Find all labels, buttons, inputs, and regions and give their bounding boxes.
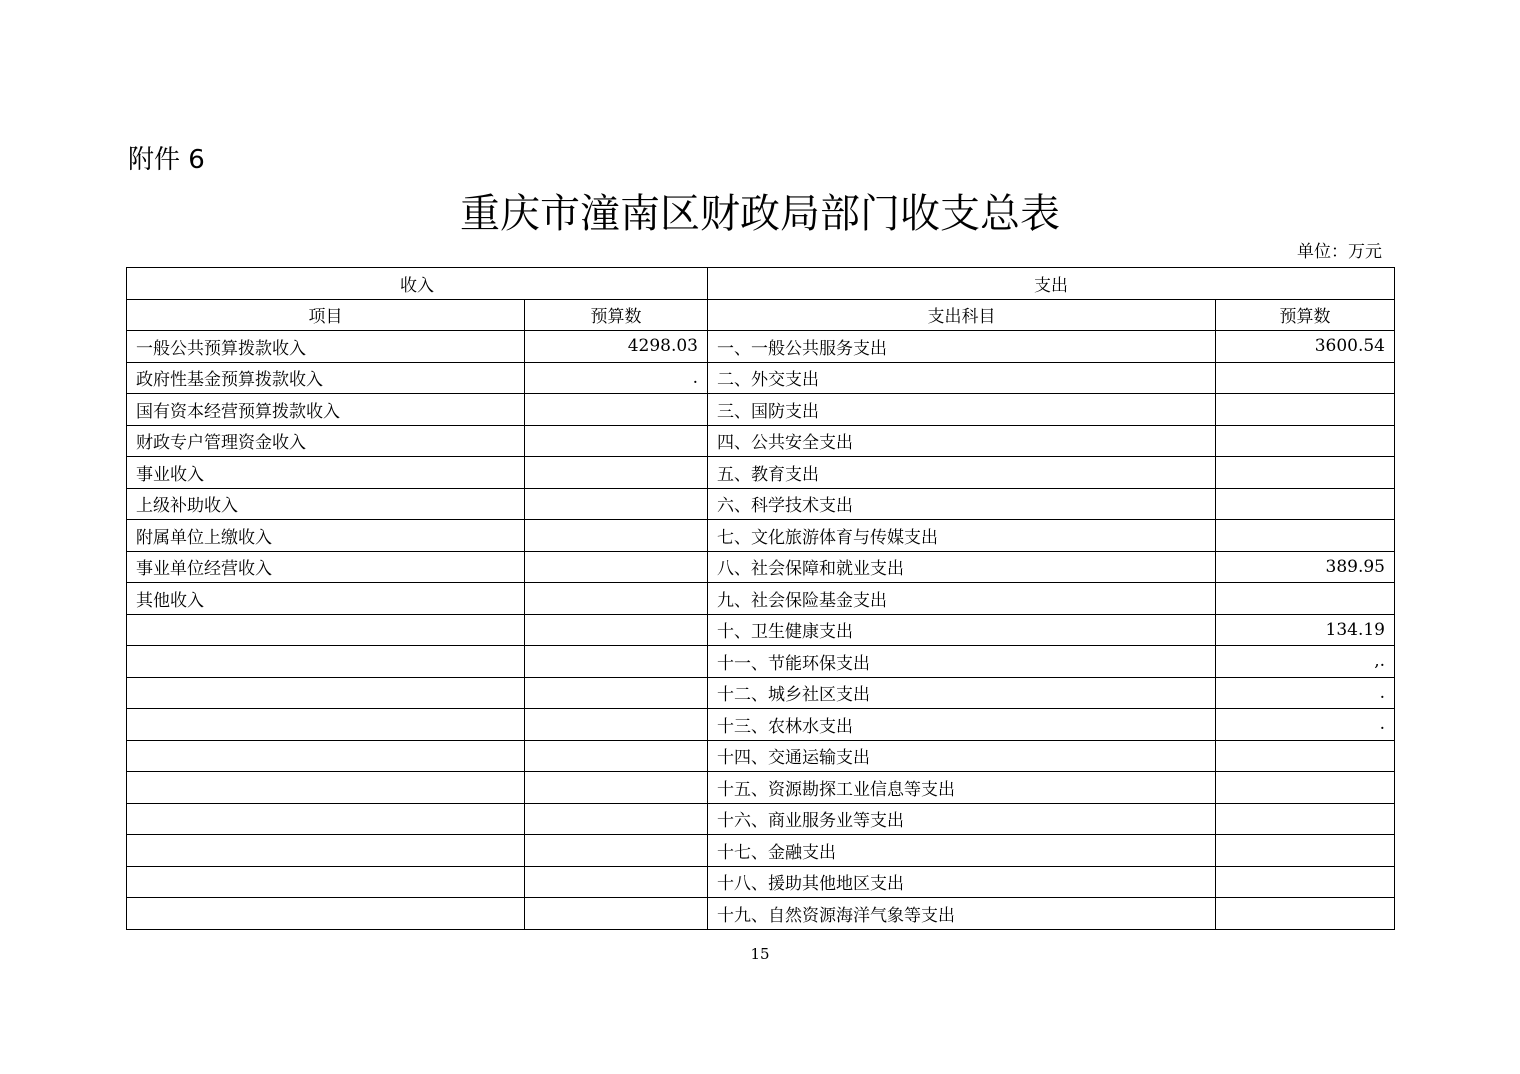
expense-amount-cell: 389.95 bbox=[1216, 551, 1395, 583]
expense-item-cell: 十七、金融支出 bbox=[708, 835, 1216, 867]
table-row bbox=[127, 835, 1395, 867]
income-item-cell bbox=[127, 709, 525, 741]
expense-amount-cell bbox=[1216, 583, 1395, 615]
budget-table-body bbox=[127, 331, 1395, 930]
income-item-cell: 上级补助收入 bbox=[127, 488, 525, 520]
expense-item-cell: 十二、城乡社区支出 bbox=[708, 677, 1216, 709]
expense-amount-cell bbox=[1216, 772, 1395, 804]
income-item-cell: 政府性基金预算拨款收入 bbox=[127, 362, 525, 394]
income-item-cell: 一般公共预算拨款收入 bbox=[127, 331, 525, 363]
expense-item-cell: 七、文化旅游体育与传媒支出 bbox=[708, 520, 1216, 552]
expense-amount-header: 预算数 bbox=[1216, 299, 1395, 331]
income-item-cell: 事业单位经营收入 bbox=[127, 551, 525, 583]
income-amount-cell bbox=[525, 772, 708, 804]
table-row bbox=[127, 709, 1395, 741]
expense-amount-cell bbox=[1216, 835, 1395, 867]
income-item-cell bbox=[127, 740, 525, 772]
income-amount-cell bbox=[525, 551, 708, 583]
table-row bbox=[127, 551, 1395, 583]
expense-item-cell: 十五、资源勘探工业信息等支出 bbox=[708, 772, 1216, 804]
expense-amount-cell: 3600.54 bbox=[1216, 331, 1395, 363]
income-amount-cell bbox=[525, 740, 708, 772]
table-row bbox=[127, 488, 1395, 520]
expense-amount-cell: 134.19 bbox=[1216, 614, 1395, 646]
table-row bbox=[127, 362, 1395, 394]
expense-amount-cell bbox=[1216, 866, 1395, 898]
expense-amount-cell: ,. bbox=[1216, 646, 1395, 678]
table-row bbox=[127, 803, 1395, 835]
expense-item-cell: 十四、交通运输支出 bbox=[708, 740, 1216, 772]
table-row bbox=[127, 646, 1395, 678]
unit-label: 单位：万元 bbox=[1297, 242, 1382, 262]
table-row bbox=[127, 614, 1395, 646]
table-row bbox=[127, 677, 1395, 709]
income-amount-cell bbox=[525, 520, 708, 552]
income-item-cell: 附属单位上缴收入 bbox=[127, 520, 525, 552]
expense-item-cell: 九、社会保险基金支出 bbox=[708, 583, 1216, 615]
income-item-cell bbox=[127, 803, 525, 835]
income-item-cell bbox=[127, 898, 525, 930]
income-item-cell: 其他收入 bbox=[127, 583, 525, 615]
income-item-header: 项目 bbox=[127, 299, 525, 331]
income-group-header: 收入 bbox=[127, 268, 708, 300]
attachment-label: 附件 6 bbox=[128, 145, 205, 175]
expense-item-cell: 六、科学技术支出 bbox=[708, 488, 1216, 520]
table-row bbox=[127, 740, 1395, 772]
income-amount-cell bbox=[525, 898, 708, 930]
expense-amount-cell: . bbox=[1216, 677, 1395, 709]
table-row bbox=[127, 583, 1395, 615]
income-amount-cell bbox=[525, 835, 708, 867]
income-amount-cell bbox=[525, 583, 708, 615]
expense-item-cell: 十九、自然资源海洋气象等支出 bbox=[708, 898, 1216, 930]
expense-amount-cell bbox=[1216, 425, 1395, 457]
expense-amount-cell bbox=[1216, 457, 1395, 489]
expense-amount-cell bbox=[1216, 362, 1395, 394]
income-amount-cell bbox=[525, 425, 708, 457]
income-item-cell bbox=[127, 835, 525, 867]
expense-group-header: 支出 bbox=[708, 268, 1395, 300]
income-amount-cell bbox=[525, 803, 708, 835]
expense-amount-cell bbox=[1216, 488, 1395, 520]
income-item-cell: 事业收入 bbox=[127, 457, 525, 489]
expense-item-cell: 三、国防支出 bbox=[708, 394, 1216, 426]
income-amount-cell bbox=[525, 677, 708, 709]
expense-item-cell: 一、一般公共服务支出 bbox=[708, 331, 1216, 363]
table-row bbox=[127, 457, 1395, 489]
income-item-cell bbox=[127, 677, 525, 709]
expense-item-cell: 十六、商业服务业等支出 bbox=[708, 803, 1216, 835]
budget-table bbox=[126, 267, 1395, 930]
expense-amount-cell bbox=[1216, 803, 1395, 835]
expense-item-cell: 十、卫生健康支出 bbox=[708, 614, 1216, 646]
expense-item-cell: 五、教育支出 bbox=[708, 457, 1216, 489]
income-amount-cell bbox=[525, 394, 708, 426]
group-header-row bbox=[127, 268, 1395, 300]
expense-item-cell: 十一、节能环保支出 bbox=[708, 646, 1216, 678]
table-row bbox=[127, 520, 1395, 552]
income-amount-cell bbox=[525, 614, 708, 646]
expense-item-cell: 四、公共安全支出 bbox=[708, 425, 1216, 457]
table-row bbox=[127, 866, 1395, 898]
table-row bbox=[127, 425, 1395, 457]
income-amount-cell: . bbox=[525, 362, 708, 394]
income-item-cell bbox=[127, 646, 525, 678]
column-header-row bbox=[127, 299, 1395, 331]
expense-item-cell: 八、社会保障和就业支出 bbox=[708, 551, 1216, 583]
expense-item-cell: 十三、农林水支出 bbox=[708, 709, 1216, 741]
table-row bbox=[127, 898, 1395, 930]
expense-item-cell: 十八、援助其他地区支出 bbox=[708, 866, 1216, 898]
expense-amount-cell bbox=[1216, 394, 1395, 426]
expense-item-header: 支出科目 bbox=[708, 299, 1216, 331]
income-item-cell bbox=[127, 866, 525, 898]
expense-amount-cell bbox=[1216, 740, 1395, 772]
table-row bbox=[127, 394, 1395, 426]
income-amount-cell bbox=[525, 709, 708, 741]
income-amount-cell bbox=[525, 866, 708, 898]
expense-amount-cell bbox=[1216, 898, 1395, 930]
table-row bbox=[127, 772, 1395, 804]
income-item-cell bbox=[127, 772, 525, 804]
document-title: 重庆市潼南区财政局部门收支总表 bbox=[460, 191, 1060, 237]
expense-amount-cell: . bbox=[1216, 709, 1395, 741]
income-item-cell: 财政专户管理资金收入 bbox=[127, 425, 525, 457]
income-amount-header: 预算数 bbox=[525, 299, 708, 331]
income-amount-cell bbox=[525, 646, 708, 678]
income-item-cell: 国有资本经营预算拨款收入 bbox=[127, 394, 525, 426]
income-amount-cell: 4298.03 bbox=[525, 331, 708, 363]
income-amount-cell bbox=[525, 457, 708, 489]
expense-item-cell: 二、外交支出 bbox=[708, 362, 1216, 394]
page-number: 15 bbox=[750, 945, 770, 963]
table-row bbox=[127, 331, 1395, 363]
expense-amount-cell bbox=[1216, 520, 1395, 552]
income-item-cell bbox=[127, 614, 525, 646]
income-amount-cell bbox=[525, 488, 708, 520]
